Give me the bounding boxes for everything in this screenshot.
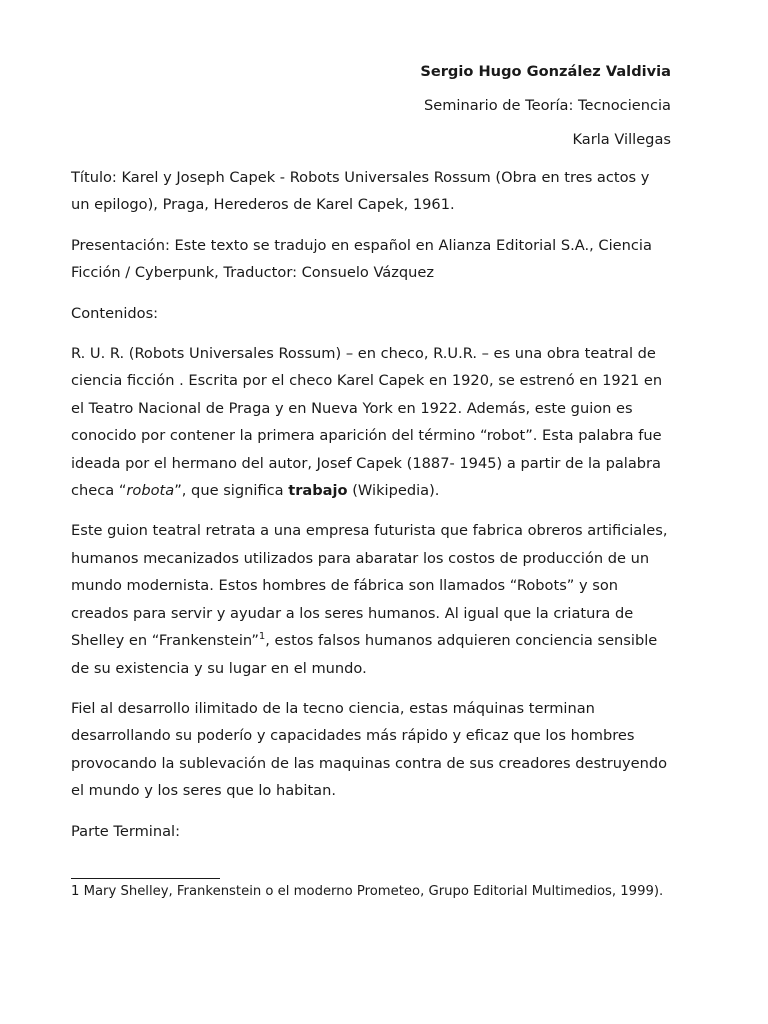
professor-name: Karla Villegas [572, 131, 671, 148]
presentation-line: Presentación: Este texto se tradujo en español en Alianza Editorial S.A., Ciencia Ficción / Cyberpunk, Traductor: Consuelo Vázquez [71, 236, 652, 282]
paragraph-technoscience: Fiel al desarrollo ilimitado de la tecno ciencia, estas máquinas terminan desarrollando su poderío y capacidades más rápido y eficaz que los hombres provocando la sublevación de las maquinas contra de sus creadores destruyendo el mundo y los seres que lo habitan. [71, 699, 668, 800]
bold-trabajo: trabajo [288, 482, 348, 500]
paragraph-rur-intro [71, 340, 671, 504]
document-page [71, 62, 671, 858]
footnote-reference[interactable]: 1 [258, 631, 266, 643]
paragraph-plot-text-b: , estos falsos humanos adquieren conciencia sensible de su existencia y su lugar en el mundo. [71, 632, 658, 677]
paragraph-rur-text-b: ”, que significa [174, 482, 289, 500]
author-name: Sergio Hugo González Valdivia [420, 63, 671, 80]
paragraph-plot-text-a: Este guion teatral retrata a una empresa futurista que fabrica obreros artificiales, humanos mecanizados utilizados para abaratar los costos de producción de un mundo modernista. Estos hombres de fábrica son llamados “Robots” y son creados para servir y ayudar a los seres humanos. Al igual que la criatura de Shelley en “Frankenstein” [71, 522, 668, 650]
footnote-text: 1 Mary Shelley, Frankenstein o el moderno Prometeo, Grupo Editorial Multimedios, 1999). [71, 884, 664, 899]
seminar-name: Seminario de Teoría: Tecnociencia [423, 97, 671, 114]
paragraph-rur-text-c: (Wikipedia). [347, 482, 440, 500]
terminal-label: Parte Terminal: [71, 822, 181, 840]
footnote-divider [71, 878, 220, 879]
title-line: Título: Karel y Joseph Capek - Robots Universales Rossum (Obra en tres actos y un epilogo), Praga, Herederos de Karel Capek, 1961. [71, 169, 650, 214]
paragraph-rur-text-a: R. U. R. (Robots Universales Rossum) – en checo, R.U.R. – es una obra teatral de ciencia ficción . Escrita por el checo Karel Capek en 1920, se estrenó en 1921 en el Teatro Nacional de Praga y en Nueva York en 1922. Además, este guion es conocido por contener la primera aparición del término “robot”. Esta palabra fue ideada por el hermano del autor, Josef Capek (1887- 1945) a partir de la palabra checa “ [71, 345, 663, 500]
contents-label: Contenidos: [71, 304, 159, 322]
paragraph-plot [71, 517, 671, 681]
italic-robota: robota [126, 482, 175, 500]
